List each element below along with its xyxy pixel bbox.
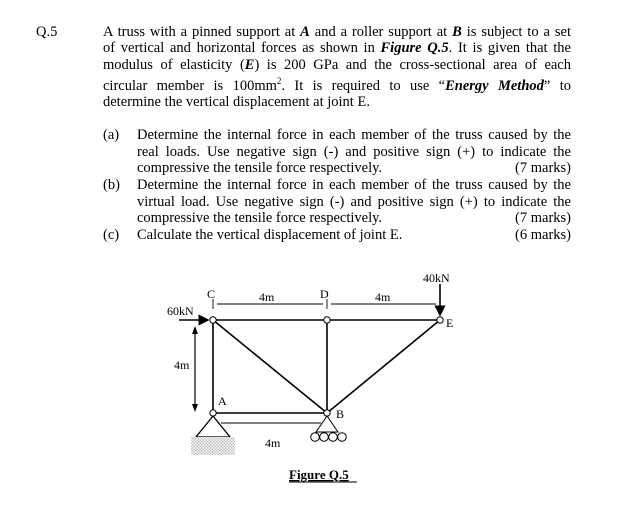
- pin-support-a: [191, 416, 235, 455]
- joint-label-b: B: [336, 407, 345, 421]
- part-b-marks: (7 marks): [515, 210, 571, 227]
- part-a-label: (a): [103, 127, 120, 143]
- part-c-marks: (6 marks): [515, 227, 571, 243]
- dim-arrow-height: [192, 326, 198, 412]
- dim-label-cd: 4m: [259, 290, 275, 304]
- dim-label-de: 4m: [375, 290, 391, 304]
- part-b-line-2: virtual load. Use negative sign (-) and positive sign (+) to indicate the: [137, 193, 571, 210]
- statement-line-3: modulus of elasticity (E) is 200 GPa and the cross-sectional area of each: [103, 56, 571, 73]
- part-c-line-1: Calculate the vertical displacement of joint E. (6 marks): [137, 227, 571, 243]
- joint-d: [324, 317, 330, 323]
- joint-label-d: D: [320, 287, 329, 301]
- figure-caption: Figure Q.5: [289, 467, 349, 482]
- joint-label-c: C: [207, 287, 216, 301]
- part-c-label: (c): [103, 227, 120, 243]
- statement-line-2: of vertical and horizontal forces as shown in Figure Q.5. It is given that the: [103, 40, 571, 57]
- load-label-horizontal: 60kN: [167, 304, 194, 318]
- part-a-line-2: real loads. Use negative sign (-) and positive sign (+) to indicate the: [137, 143, 571, 160]
- joint-label-a: A: [218, 394, 227, 408]
- dim-label-ab: 4m: [265, 436, 281, 450]
- statement-line-5: determine the vertical displacement at joint E.: [103, 94, 370, 111]
- dim-label-height: 4m: [174, 358, 190, 372]
- part-b-label: (b): [103, 177, 120, 193]
- part-b-line-1: Determine the internal force in each member of the truss caused by the: [137, 177, 571, 193]
- load-label-vertical: 40kN: [423, 271, 450, 285]
- part-b-line-3: compressive the tensile force respectively. (7 marks): [137, 210, 571, 227]
- part-a-marks: (7 marks): [515, 160, 571, 177]
- part-a-line-3: compressive the tensile force respectively. (7 marks): [137, 160, 571, 177]
- statement-line-4: circular member is $100mm^2$. It is required to use “Energy Method” to: [103, 76, 571, 95]
- joint-label-e: E: [446, 316, 454, 330]
- part-a-line-1: Determine the internal force in each member of the truss caused by the: [137, 127, 571, 143]
- joint-c: [210, 317, 216, 323]
- member-be: [327, 320, 440, 413]
- member-cb: [213, 320, 327, 413]
- statement-line-1: A truss with a pinned support at A and a roller support at B is subject to a set: [103, 24, 571, 40]
- question-number: Q.5: [36, 24, 58, 40]
- joint-e: [437, 317, 443, 323]
